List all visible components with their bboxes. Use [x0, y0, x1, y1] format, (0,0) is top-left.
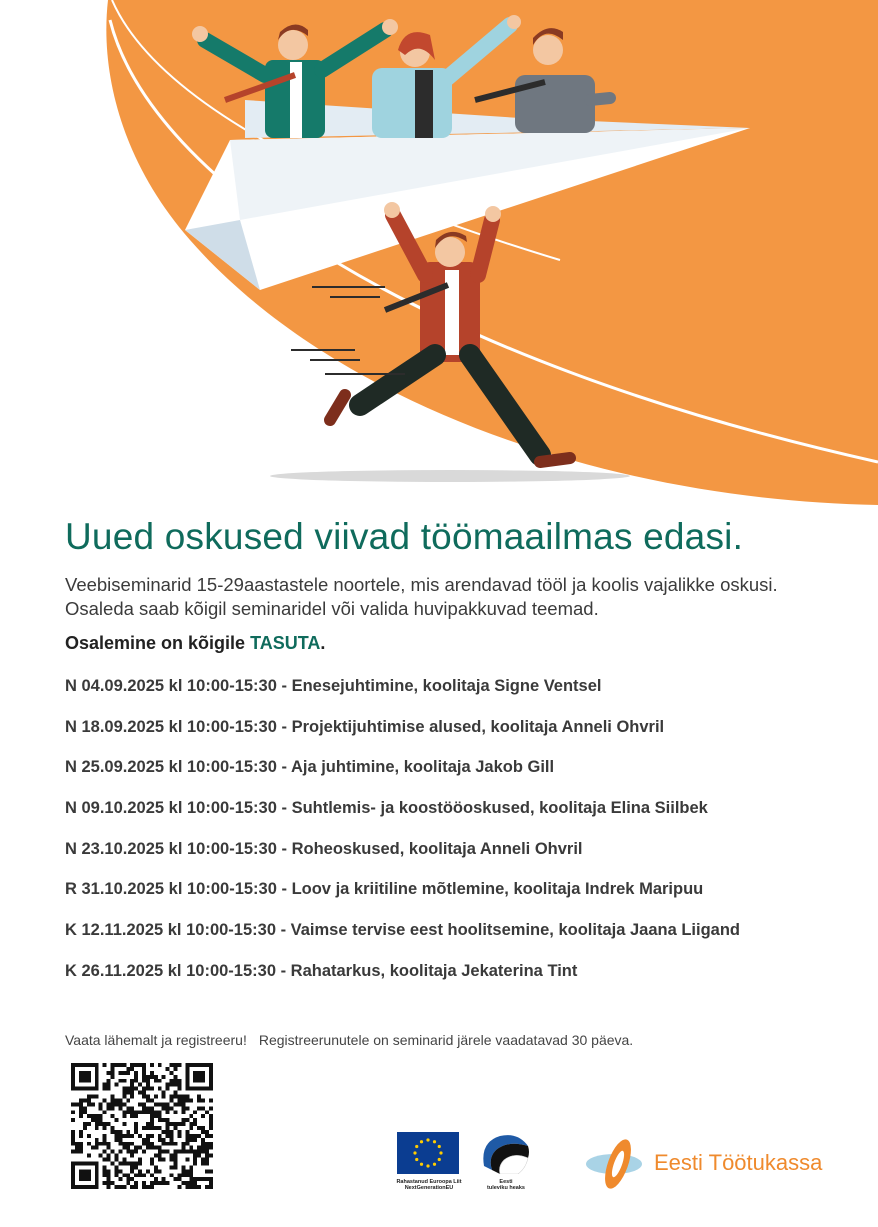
free-suffix: . — [320, 633, 326, 653]
register-text: Vaata lähemalt ja registreeru! — [65, 1032, 247, 1048]
eu-flag-icon — [397, 1132, 459, 1174]
intro-line: Osaleda saab kõigil seminaridel või valida huvipakkuvad teemad. — [65, 598, 599, 619]
tootukassa-logo-icon — [584, 1134, 650, 1194]
hero-illustration — [0, 0, 878, 505]
schedule-item: K 26.11.2025 kl 10:00-15:30 - Rahatarkus, koolitaja Jekaterina Tint — [65, 961, 578, 980]
estonia-logo — [478, 1132, 534, 1191]
schedule-item: K 12.11.2025 kl 10:00-15:30 - Vaimse tervise eest hoolitsemine, koolitaja Jaana Liigand — [65, 921, 741, 940]
estonia-caption — [478, 1179, 534, 1191]
replay-text: Registreerunutele on seminarid järele vaadatavad 30 päeva. — [258, 1032, 634, 1048]
eu-caption-line2: NextGenerationEU — [404, 1185, 454, 1191]
schedule-item: N 09.10.2025 kl 10:00-15:30 - Suhtlemis- ja koostööoskused, koolitaja Elina Siilbek — [65, 799, 708, 818]
eu-caption — [390, 1179, 468, 1191]
estonia-caption-line1: Eesti — [499, 1179, 513, 1185]
free-participation — [65, 633, 325, 654]
brand-name: Eesti Töötukassa — [654, 1150, 823, 1175]
footer-note — [65, 1032, 633, 1048]
headline: Uued oskused viivad töömaailmas edasi. — [65, 516, 744, 557]
intro-line: Veebiseminarid 15-29aastastele noortele, mis arendavad tööl ja koolis vajalikke oskusi. — [65, 574, 778, 595]
schedule-item: N 04.09.2025 kl 10:00-15:30 - Enesejuhtimine, koolitaja Signe Ventsel — [65, 677, 602, 695]
schedule-item: R 31.10.2025 kl 10:00-15:30 - Loov ja kriitiline mõtlemine, koolitaja Indrek Maripuu — [65, 880, 704, 899]
free-prefix: Osalemine on kõigile — [65, 633, 251, 653]
estonia-caption-line2: tuleviku heaks — [487, 1185, 525, 1191]
free-highlight: TASUTA — [250, 633, 321, 653]
seminar-schedule — [65, 677, 740, 1003]
schedule-item: N 25.09.2025 kl 10:00-15:30 - Aja juhtimine, koolitaja Jakob Gill — [65, 758, 555, 777]
intro-text — [65, 573, 865, 621]
qr-code[interactable] — [70, 1063, 214, 1189]
schedule-item: N 18.09.2025 kl 10:00-15:30 - Projektijuhtimise alused, koolitaja Anneli Ohvril — [65, 717, 665, 736]
estonian-flag-icon — [478, 1132, 534, 1174]
tootukassa-logo — [584, 1134, 844, 1194]
eu-logo — [390, 1132, 468, 1191]
eu-caption-line1: Rahastanud Euroopa Liit — [396, 1179, 462, 1185]
schedule-item: N 23.10.2025 kl 10:00-15:30 - Roheoskused, koolitaja Anneli Ohvril — [65, 839, 583, 858]
